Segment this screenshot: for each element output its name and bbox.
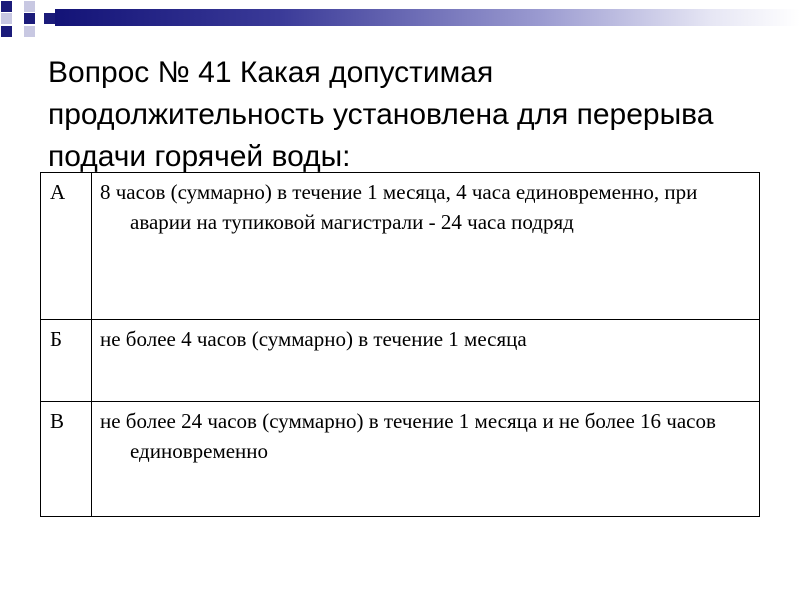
answer-letter: Б xyxy=(41,320,92,402)
answer-text: 8 часов (суммарно) в течение 1 месяца, 4 часа единовременно, при аварии на тупиковой магистрали - 24 часа подряд xyxy=(100,180,698,234)
slide-title: Вопрос № 41 Какая допустимая продолжительность установлена для перерыва подачи горячей воды: xyxy=(48,56,714,173)
decor-square xyxy=(1,26,12,37)
answer-cell xyxy=(92,173,760,320)
table-row xyxy=(41,173,760,320)
decor-square xyxy=(44,13,55,24)
decor-square xyxy=(24,26,35,37)
decor-square xyxy=(24,1,35,12)
answer-text: не более 24 часов (суммарно) в течение 1 месяца и не более 16 часов единовременно xyxy=(100,409,716,463)
answer-cell xyxy=(92,402,760,517)
answer-letter: А xyxy=(41,173,92,320)
answer-cell xyxy=(92,320,760,402)
answers-table xyxy=(40,172,760,517)
decor-square xyxy=(1,1,12,12)
answer-text: не более 4 часов (суммарно) в течение 1 месяца xyxy=(100,327,527,351)
table-row xyxy=(41,402,760,517)
answer-letter: В xyxy=(41,402,92,517)
table-row xyxy=(41,320,760,402)
header-gradient-bar xyxy=(55,9,800,26)
header-decoration xyxy=(0,0,800,50)
decor-square xyxy=(24,13,35,24)
decor-square xyxy=(1,13,12,24)
